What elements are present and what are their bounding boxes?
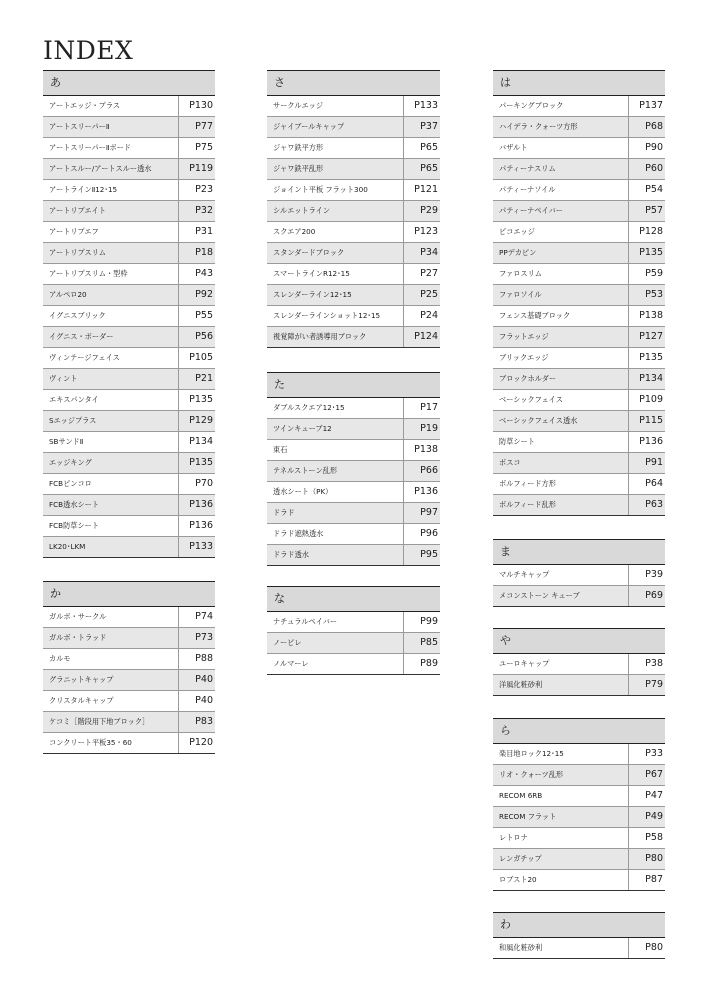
entry-page-number: P129 <box>178 411 215 431</box>
entry-name: スマートラインR12･15 <box>273 269 350 278</box>
entry-page-number: P77 <box>178 117 215 137</box>
entry-page-number: P96 <box>403 524 440 544</box>
index-entry <box>493 453 665 474</box>
entry-name: シルエットライン <box>273 206 330 215</box>
entry-page-number: P27 <box>403 264 440 284</box>
section-heading: は <box>493 70 665 96</box>
entry-page-number: P133 <box>178 537 215 557</box>
entry-name: イグニスブリック <box>49 311 106 320</box>
index-entry <box>493 411 665 432</box>
entry-page-number: P135 <box>178 453 215 473</box>
index-entry <box>493 765 665 786</box>
entry-page-number: P88 <box>178 649 215 669</box>
index-entry <box>267 545 440 566</box>
entry-name: 視覚障がい者誘導用ブロック <box>273 332 367 341</box>
entry-page-number: P134 <box>178 432 215 452</box>
entry-name: ピコエッジ <box>499 227 535 236</box>
index-entry <box>43 264 215 285</box>
index-entry <box>43 180 215 201</box>
entry-page-number: P123 <box>403 222 440 242</box>
entry-name: ノルマーレ <box>273 659 309 668</box>
entry-name: ユーロキャップ <box>499 659 550 668</box>
index-entry <box>267 222 440 243</box>
entry-name: アートスリーパーⅡ <box>49 122 110 131</box>
entry-page-number: P69 <box>628 586 665 606</box>
entry-name: サークルエッジ <box>273 101 323 110</box>
entry-name: アートラインⅡ12･15 <box>49 185 118 194</box>
index-section-wa <box>493 912 665 959</box>
entry-name: パティーナスリム <box>499 164 556 173</box>
entry-name: ボルフィード方形 <box>499 479 556 488</box>
entry-name: スレンダーラインショット12･15 <box>273 311 381 320</box>
index-entry <box>267 138 440 159</box>
entry-name: ドラド透水 <box>273 550 309 559</box>
index-entry <box>493 348 665 369</box>
index-entry <box>493 675 665 696</box>
entry-page-number: P47 <box>628 786 665 806</box>
index-section-ka <box>43 581 215 754</box>
entry-page-number: P49 <box>628 807 665 827</box>
index-entry <box>493 222 665 243</box>
entry-page-number: P135 <box>628 243 665 263</box>
entry-name: ジャワ鉄平乱形 <box>273 164 324 173</box>
entry-page-number: P136 <box>403 482 440 502</box>
index-entry <box>43 243 215 264</box>
entry-name: FCB防草シート <box>49 521 100 530</box>
entry-page-number: P39 <box>628 565 665 585</box>
index-entry <box>493 243 665 264</box>
index-entry <box>267 327 440 348</box>
index-section-ha <box>493 70 665 516</box>
index-entry <box>493 786 665 807</box>
index-entry <box>43 138 215 159</box>
section-heading: な <box>267 586 440 612</box>
index-entry <box>493 327 665 348</box>
index-entry <box>267 419 440 440</box>
entry-page-number: P109 <box>628 390 665 410</box>
entry-name: スタンダードブロック <box>273 248 345 257</box>
entry-page-number: P92 <box>178 285 215 305</box>
entry-page-number: P70 <box>178 474 215 494</box>
entry-page-number: P63 <box>628 495 665 515</box>
index-entry <box>493 264 665 285</box>
entry-name: テネルストーン乱形 <box>273 466 338 475</box>
entry-name: FCBピンコロ <box>49 479 92 488</box>
entry-name: 和風化粧砂利 <box>499 943 543 952</box>
index-entry <box>493 180 665 201</box>
entry-name: ノービレ <box>273 638 302 647</box>
entry-page-number: P31 <box>178 222 215 242</box>
entry-name: SBサンドⅡ <box>49 437 84 446</box>
entry-page-number: P134 <box>628 369 665 389</box>
entry-page-number: P115 <box>628 411 665 431</box>
index-entry <box>43 285 215 306</box>
entry-page-number: P97 <box>403 503 440 523</box>
entry-page-number: P53 <box>628 285 665 305</box>
index-entry <box>493 432 665 453</box>
index-entry <box>43 348 215 369</box>
entry-name: リオ・クォーツ乱形 <box>499 770 564 779</box>
index-section-ya <box>493 628 665 696</box>
section-heading: あ <box>43 70 215 96</box>
entry-name: RECOM 6RB <box>499 791 543 800</box>
entry-name: イグニス・ボーダー <box>49 332 114 341</box>
entry-page-number: P137 <box>628 96 665 116</box>
index-entry <box>493 495 665 516</box>
entry-name: LK20･LKM <box>49 542 86 551</box>
entry-name: ドラド遮熱透水 <box>273 529 324 538</box>
index-entry <box>43 670 215 691</box>
entry-page-number: P17 <box>403 398 440 418</box>
entry-name: レトロナ <box>499 833 528 842</box>
entry-name: パティーナペイバー <box>499 206 563 215</box>
entry-page-number: P80 <box>628 938 665 958</box>
entry-page-number: P55 <box>178 306 215 326</box>
entry-name: マルチキャップ <box>499 570 550 579</box>
entry-name: スレンダーライン12･15 <box>273 290 352 299</box>
entry-name: パティーナソイル <box>499 185 556 194</box>
index-entry <box>267 285 440 306</box>
entry-name: 洋風化粧砂利 <box>499 680 543 689</box>
section-heading: や <box>493 628 665 654</box>
entry-name: ヴィント <box>49 374 78 383</box>
entry-page-number: P87 <box>628 870 665 890</box>
entry-page-number: P38 <box>628 654 665 674</box>
index-section-ta <box>267 372 440 566</box>
index-entry <box>493 849 665 870</box>
entry-name: バザルト <box>499 143 528 152</box>
entry-page-number: P23 <box>178 180 215 200</box>
entry-page-number: P40 <box>178 670 215 690</box>
entry-page-number: P136 <box>178 516 215 536</box>
index-entry <box>493 938 665 959</box>
entry-name: PPデカピン <box>499 248 537 257</box>
index-entry <box>267 440 440 461</box>
entry-page-number: P80 <box>628 849 665 869</box>
entry-name: アートスルー/アートスルー透水 <box>49 164 152 173</box>
entry-name: ブリックエッジ <box>499 353 549 362</box>
entry-name: 透水シート（PK） <box>273 487 333 496</box>
index-entry <box>43 453 215 474</box>
entry-name: ケコミ［階段用下地ブロック］ <box>49 717 150 726</box>
entry-name: ファロソイル <box>499 290 542 299</box>
index-entry <box>493 369 665 390</box>
entry-page-number: P40 <box>178 691 215 711</box>
entry-page-number: P135 <box>178 390 215 410</box>
index-section-na <box>267 586 440 675</box>
entry-page-number: P19 <box>403 419 440 439</box>
index-entry <box>267 306 440 327</box>
entry-name: ジョイント平板 フラット300 <box>273 185 368 194</box>
entry-page-number: P83 <box>178 712 215 732</box>
entry-page-number: P85 <box>403 633 440 653</box>
entry-name: 楽目地ロック12･15 <box>499 749 564 758</box>
index-entry <box>493 828 665 849</box>
entry-page-number: P130 <box>178 96 215 116</box>
entry-page-number: P18 <box>178 243 215 263</box>
index-entry <box>493 565 665 586</box>
entry-name: 東石 <box>273 445 288 454</box>
index-entry <box>43 474 215 495</box>
index-entry <box>43 96 215 117</box>
entry-page-number: P127 <box>628 327 665 347</box>
entry-name: ナチュラルペイバー <box>273 617 338 626</box>
index-entry <box>493 285 665 306</box>
entry-page-number: P119 <box>178 159 215 179</box>
index-entry <box>43 691 215 712</box>
index-entry <box>43 306 215 327</box>
index-entry <box>267 461 440 482</box>
entry-page-number: P24 <box>403 306 440 326</box>
index-entry <box>493 117 665 138</box>
entry-page-number: P136 <box>628 432 665 452</box>
entry-name: カルモ <box>49 654 71 663</box>
entry-name: パーキングブロック <box>499 101 564 110</box>
entry-name: ベーシックフェイス <box>499 395 563 404</box>
index-entry <box>43 369 215 390</box>
index-entry <box>267 398 440 419</box>
index-entry <box>267 633 440 654</box>
index-entry <box>43 159 215 180</box>
entry-page-number: P67 <box>628 765 665 785</box>
entry-name: ジャワ鉄平方形 <box>273 143 324 152</box>
entry-name: ガルボ・トラッド <box>49 633 107 642</box>
index-entry <box>493 201 665 222</box>
entry-name: ボルフィード乱形 <box>499 500 556 509</box>
index-section-ra <box>493 718 665 891</box>
page-title: INDEX <box>43 36 134 65</box>
index-entry <box>267 482 440 503</box>
entry-page-number: P73 <box>178 628 215 648</box>
entry-page-number: P105 <box>178 348 215 368</box>
entry-page-number: P37 <box>403 117 440 137</box>
index-entry <box>43 516 215 537</box>
entry-name: エキスパンタイ <box>49 395 99 404</box>
entry-page-number: P138 <box>628 306 665 326</box>
entry-name: ツインキューブ12 <box>273 424 332 433</box>
section-heading: た <box>267 372 440 398</box>
entry-name: クリスタルキャップ <box>49 696 114 705</box>
index-entry <box>267 612 440 633</box>
index-entry <box>267 96 440 117</box>
entry-page-number: P60 <box>628 159 665 179</box>
entry-page-number: P68 <box>628 117 665 137</box>
entry-page-number: P57 <box>628 201 665 221</box>
entry-page-number: P25 <box>403 285 440 305</box>
entry-page-number: P133 <box>403 96 440 116</box>
entry-name: ボスコ <box>499 458 521 467</box>
index-entry <box>493 744 665 765</box>
entry-name: ドラド <box>273 508 295 517</box>
entry-name: Sエッジプラス <box>49 416 97 425</box>
index-entry <box>267 264 440 285</box>
index-entry <box>43 117 215 138</box>
index-entry <box>493 96 665 117</box>
entry-name: スクエア200 <box>273 227 316 236</box>
entry-name: アートリプエイト <box>49 206 106 215</box>
index-entry <box>267 503 440 524</box>
index-entry <box>43 628 215 649</box>
entry-name: ロブスト20 <box>499 875 537 884</box>
index-entry <box>267 524 440 545</box>
entry-page-number: P89 <box>403 654 440 674</box>
entry-name: ベーシックフェイス透水 <box>499 416 578 425</box>
entry-page-number: P32 <box>178 201 215 221</box>
index-entry <box>43 712 215 733</box>
index-entry <box>43 390 215 411</box>
entry-page-number: P95 <box>403 545 440 565</box>
entry-page-number: P75 <box>178 138 215 158</box>
entry-name: ハイデラ・クォーツ方形 <box>499 122 578 131</box>
index-entry <box>267 201 440 222</box>
entry-name: コンクリート平板35・60 <box>49 738 132 747</box>
index-entry <box>493 138 665 159</box>
entry-page-number: P64 <box>628 474 665 494</box>
entry-page-number: P135 <box>628 348 665 368</box>
entry-name: ヴィンテージフェイス <box>49 353 120 362</box>
entry-page-number: P29 <box>403 201 440 221</box>
index-entry <box>493 586 665 607</box>
entry-page-number: P79 <box>628 675 665 695</box>
entry-name: 防草シート <box>499 437 535 446</box>
index-entry <box>493 159 665 180</box>
entry-page-number: P65 <box>403 138 440 158</box>
entry-page-number: P120 <box>178 733 215 753</box>
index-entry <box>43 411 215 432</box>
entry-page-number: P58 <box>628 828 665 848</box>
entry-page-number: P124 <box>403 327 440 347</box>
entry-name: アートリプスリム・型枠 <box>49 269 128 278</box>
index-entry <box>267 180 440 201</box>
index-entry <box>267 243 440 264</box>
entry-page-number: P138 <box>403 440 440 460</box>
entry-name: アートスリーパーⅡボード <box>49 143 131 152</box>
index-entry <box>493 390 665 411</box>
entry-page-number: P74 <box>178 607 215 627</box>
entry-page-number: P91 <box>628 453 665 473</box>
entry-name: RECOM フラット <box>499 812 557 821</box>
index-section-a <box>43 70 215 558</box>
index-entry <box>43 222 215 243</box>
index-entry <box>43 733 215 754</box>
entry-name: レンガチップ <box>499 854 542 863</box>
entry-page-number: P34 <box>403 243 440 263</box>
entry-name: アルペロ20 <box>49 290 87 299</box>
index-entry <box>43 201 215 222</box>
entry-name: アートエッジ・プラス <box>49 101 121 110</box>
index-entry <box>43 495 215 516</box>
entry-page-number: P59 <box>628 264 665 284</box>
entry-page-number: P54 <box>628 180 665 200</box>
entry-name: ブロックホルダー <box>499 374 557 383</box>
entry-name: ファロスリム <box>499 269 542 278</box>
section-heading: ら <box>493 718 665 744</box>
index-entry <box>267 654 440 675</box>
index-entry <box>43 432 215 453</box>
index-entry <box>43 537 215 558</box>
index-entry <box>43 649 215 670</box>
section-heading: さ <box>267 70 440 96</box>
entry-page-number: P33 <box>628 744 665 764</box>
entry-page-number: P99 <box>403 612 440 632</box>
index-section-sa <box>267 70 440 348</box>
index-entry <box>493 306 665 327</box>
entry-name: フラットエッジ <box>499 332 549 341</box>
index-entry <box>43 607 215 628</box>
entry-page-number: P43 <box>178 264 215 284</box>
entry-page-number: P56 <box>178 327 215 347</box>
section-heading: か <box>43 581 215 607</box>
section-heading: ま <box>493 539 665 565</box>
index-section-ma <box>493 539 665 607</box>
entry-name: フェンス基礎ブロック <box>499 311 571 320</box>
index-entry <box>493 474 665 495</box>
entry-name: アートリプエフ <box>49 227 99 236</box>
section-heading: わ <box>493 912 665 938</box>
index-entry <box>493 807 665 828</box>
entry-name: グラニットキャップ <box>49 675 114 684</box>
entry-name: メコンストーン キューブ <box>499 591 580 600</box>
index-entry <box>267 159 440 180</box>
entry-name: ジャイブールキャップ <box>273 122 345 131</box>
index-entry <box>493 654 665 675</box>
entry-name: ガルボ・サークル <box>49 612 107 621</box>
entry-page-number: P66 <box>403 461 440 481</box>
entry-name: ダブルスクエア12･15 <box>273 403 345 412</box>
entry-page-number: P136 <box>178 495 215 515</box>
entry-page-number: P21 <box>178 369 215 389</box>
index-entry <box>43 327 215 348</box>
entry-page-number: P121 <box>403 180 440 200</box>
entry-page-number: P128 <box>628 222 665 242</box>
index-entry <box>493 870 665 891</box>
entry-page-number: P90 <box>628 138 665 158</box>
entry-name: FCB透水シート <box>49 500 100 509</box>
entry-name: アートリプスリム <box>49 248 106 257</box>
entry-page-number: P65 <box>403 159 440 179</box>
index-entry <box>267 117 440 138</box>
entry-name: エッジキング <box>49 458 92 467</box>
